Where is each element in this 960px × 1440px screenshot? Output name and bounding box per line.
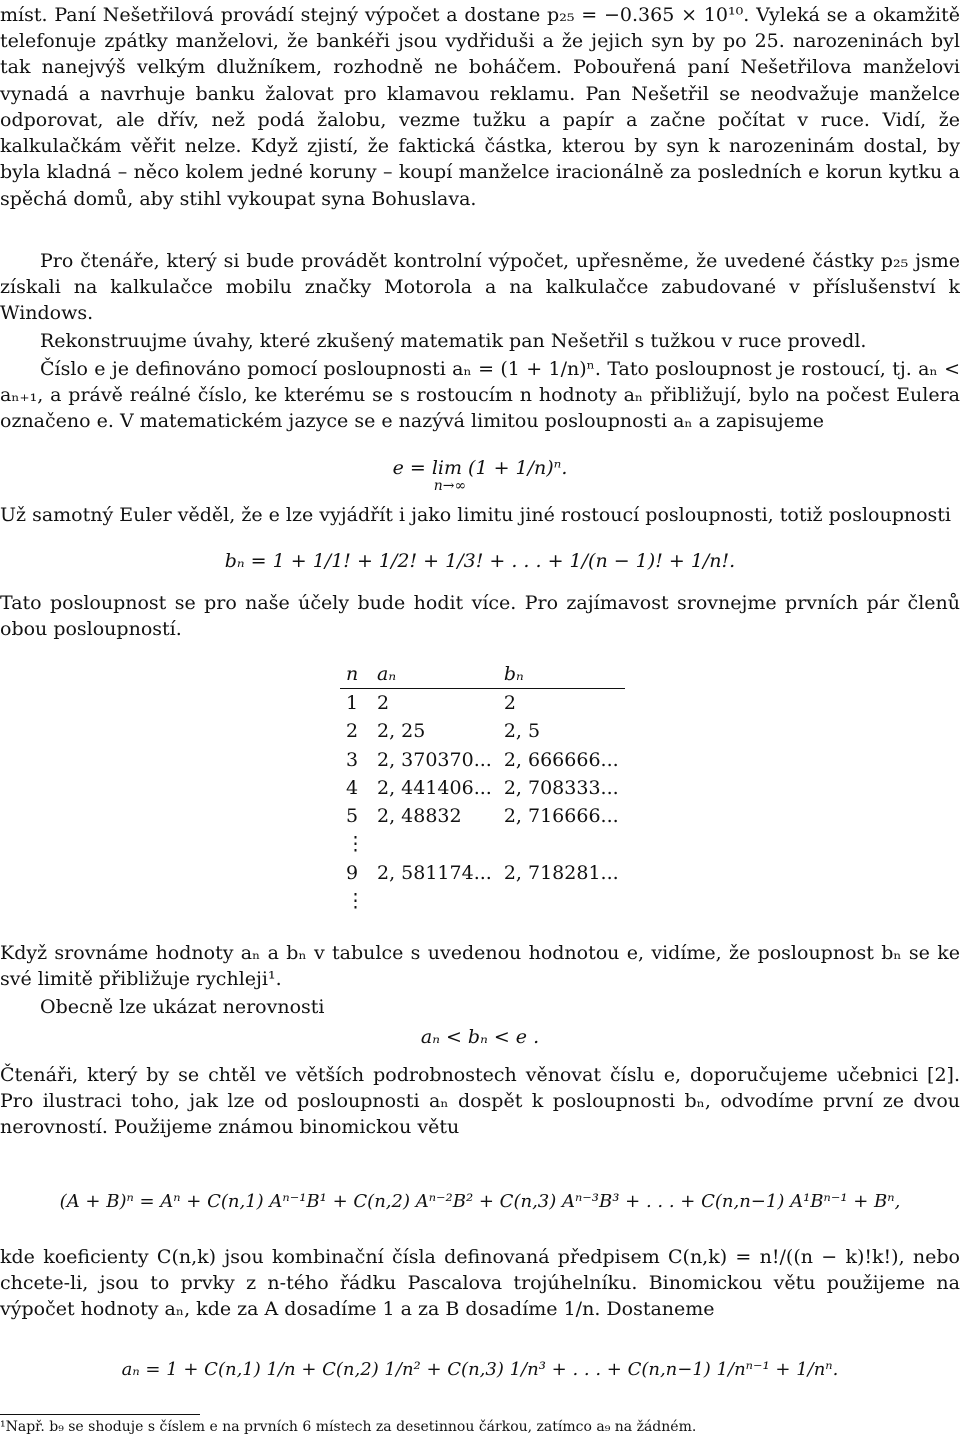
cell bbox=[371, 830, 498, 858]
table-row bbox=[340, 802, 625, 830]
cell: 2, 708333... bbox=[503, 776, 619, 799]
table-row bbox=[340, 717, 625, 745]
cell: 2, 718281... bbox=[503, 861, 619, 884]
paragraph-binomial-usage: kde koeficienty C(n,k) jsou kombinační čísla definovaná předpisem C(n,k) = n!/((n − k)!k!), nebo chcete-li, jsou to prvky z n-tého řádku Pascalova trojúhelníku. Binomickou větu použijeme na výpočet hodnoty aₙ, kde za A dosadíme 1 a za B dosadíme 1/n. Dostaneme bbox=[0, 1246, 960, 1321]
cell bbox=[371, 887, 498, 915]
table-row bbox=[340, 859, 625, 887]
table-row bbox=[340, 689, 625, 718]
table-row bbox=[340, 830, 625, 858]
paragraph-definition-e: Číslo e je definováno pomocí posloupnosti aₙ = (1 + 1/n)ⁿ. Tato posloupnost je rostoucí, tj. aₙ < aₙ₊₁, a právě reálné číslo, ke kterému se s rostoucím n hodnoty aₙ přibližují, bylo na počest Eulera označeno e. V matematickém jazyce se e nazývá limitou posloupnosti aₙ a zapisujeme bbox=[0, 358, 960, 433]
cell: 2 bbox=[377, 692, 390, 715]
equation-limit-subscript: n→∞ bbox=[433, 478, 467, 495]
paragraph-reconstruct: Rekonstruujme úvahy, které zkušený matematik pan Nešetřil s tužkou v ruce provedl. bbox=[40, 330, 867, 352]
cell: 2 bbox=[346, 720, 359, 743]
paragraph-faster: Když srovnáme hodnoty aₙ a bₙ v tabulce s uvedenou hodnotou e, vidíme, že posloupnost bₙ se ke své limitě přibližuje rychleji¹. bbox=[0, 942, 960, 991]
cell: 2, 5 bbox=[503, 720, 541, 743]
header-an: aₙ bbox=[371, 660, 498, 689]
cell: 1 bbox=[346, 692, 359, 715]
cell bbox=[498, 830, 625, 858]
cell: ⋮ bbox=[346, 833, 365, 856]
cell: 2, 716666... bbox=[503, 805, 619, 828]
cell: 3 bbox=[346, 748, 359, 771]
cell: 4 bbox=[346, 776, 359, 799]
cell: ⋮ bbox=[346, 889, 365, 912]
cell: 9 bbox=[346, 861, 359, 884]
paragraph-euler: Už samotný Euler věděl, že e lze vyjádřít i jako limitu jiné rostoucí posloupnosti, totiž posloupnosti bbox=[0, 504, 952, 526]
footnote-rule bbox=[0, 1414, 200, 1415]
cell: 2, 48832 bbox=[377, 805, 462, 828]
equation-limit-text: e = lim (1 + 1/n)ⁿ. bbox=[392, 457, 568, 479]
paragraph-story: míst. Paní Nešetřilová provádí stejný výpočet a dostane p₂₅ = −0.365 × 10¹⁰. Vyleká se a okamžitě telefonuje zpátky manželovi, že bankéři jsou vydřiduši a že jejich syn by po 25. narozeninách byl tak nanejvýš velkým dlužníkem, rozhodně ne boháčem. Pobouřená paní Nešetřilova manželovi vynadá a navrhuje banku žalovat pro klamavou reklamu. Pan Nešetřil se neodvažuje manželce odporovat, ale dřív, než podá žalobu, vezme tužku a papír a začne počítat v ruce. Vidí, že kalkulačkám věřit nelze. Když zjistí, že faktická částka, kterou by syn k narozeninám dostal, by byla kladná – něco kolem jedné koruny – koupí manželce iracionálně za posledních e korun kytku a spěchá domů, aby stihl vykoupat syna Bohuslava. bbox=[0, 4, 960, 210]
table-row bbox=[340, 774, 625, 802]
paragraph-comparison: Tato posloupnost se pro naše účely bude hodit více. Pro zajímavost srovnejme prvních pár členů obou posloupností. bbox=[0, 592, 960, 641]
cell bbox=[498, 887, 625, 915]
cell: 5 bbox=[346, 805, 359, 828]
table-header-row bbox=[340, 660, 625, 689]
header-bn: bₙ bbox=[498, 660, 625, 689]
values-table bbox=[340, 660, 625, 915]
header-n: n bbox=[340, 660, 371, 689]
cell: 2, 441406... bbox=[377, 776, 492, 799]
paragraph-binomial-intro: Čtenáři, který by se chtěl ve větších podrobnostech věnovat číslu e, doporučujeme učebnici [2]. Pro ilustraci toho, jak lze od posloupnosti aₙ dospět k posloupnosti bₙ, odvodíme první ze dvou nerovností. Použijeme známou binomickou větu bbox=[0, 1064, 960, 1139]
table-row bbox=[340, 887, 625, 915]
equation-limit bbox=[0, 455, 960, 497]
equation-binomial: (A + B)ⁿ = Aⁿ + C(n,1) Aⁿ⁻¹B¹ + C(n,2) Aⁿ⁻²B² + C(n,3) Aⁿ⁻³B³ + . . . + C(n,n−1) A¹Bⁿ⁻¹ + Bⁿ, bbox=[59, 1191, 901, 1212]
paragraph-inequalities: Obecně lze ukázat nerovnosti bbox=[40, 996, 325, 1018]
footnote: ¹Např. b₉ se shoduje s číslem e na prvních 6 místech za desetinnou čárkou, zatímco a₉ na žádném. bbox=[0, 1419, 697, 1435]
table-row bbox=[340, 746, 625, 774]
paragraph-calculator-note: Pro čtenáře, který si bude provádět kontrolní výpočet, upřesněme, že uvedené částky p₂₅ jsme získali na kalkulačce mobilu značky Motorola a na kalkulačce zabudované v příslušenství k Windows. bbox=[0, 250, 960, 325]
equation-an-expansion: aₙ = 1 + C(n,1) 1/n + C(n,2) 1/n² + C(n,3) 1/n³ + . . . + C(n,n−1) 1/nⁿ⁻¹ + 1/nⁿ. bbox=[121, 1359, 839, 1380]
cell: 2, 370370... bbox=[377, 748, 492, 771]
cell: 2, 666666... bbox=[503, 748, 619, 771]
cell: 2, 25 bbox=[377, 720, 426, 743]
cell: 2 bbox=[503, 692, 516, 715]
equation-bn: bₙ = 1 + 1/1! + 1/2! + 1/3! + . . . + 1/(n − 1)! + 1/n!. bbox=[224, 550, 736, 572]
equation-inequality: aₙ < bₙ < e . bbox=[420, 1026, 540, 1048]
cell: 2, 581174... bbox=[377, 861, 492, 884]
